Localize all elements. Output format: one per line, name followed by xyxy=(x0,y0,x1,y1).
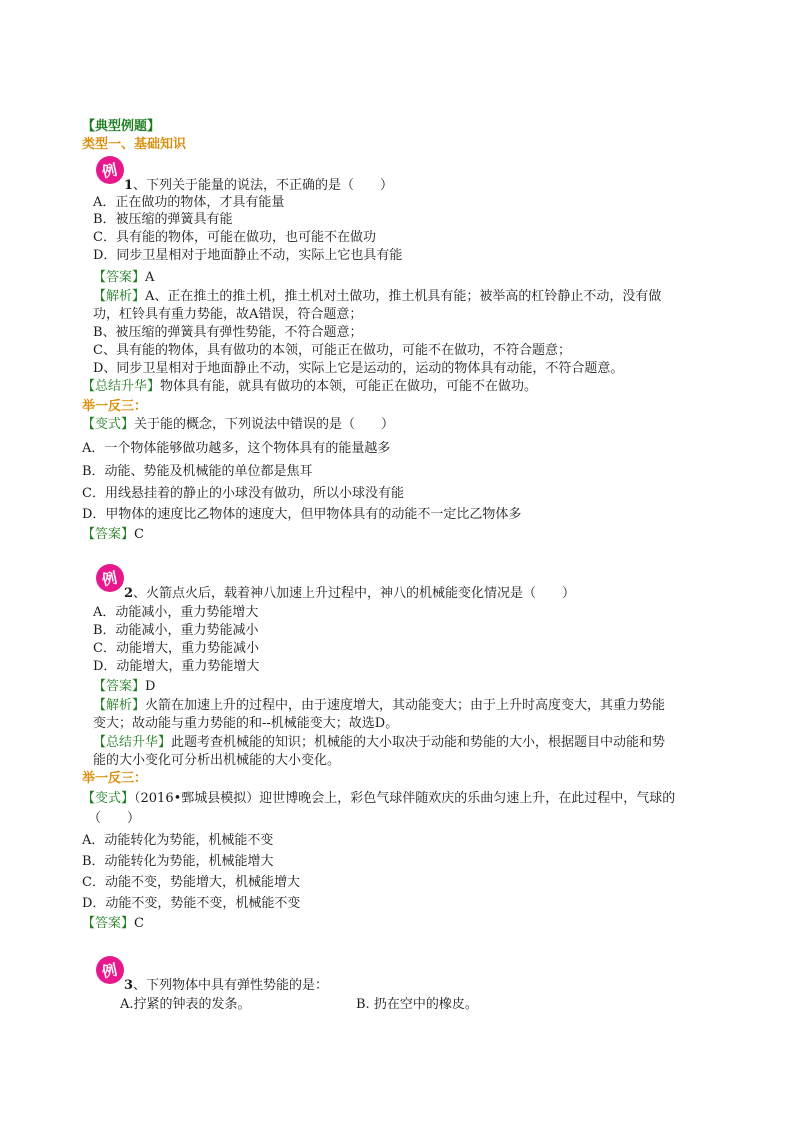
q2-analysis-line: 【解析】火箭在加速上升的过程中，由于速度增大，其动能变大；由于上升时高度变大，其重力势能 xyxy=(93,698,666,713)
example-badge-icon: 例 xyxy=(96,564,124,592)
q1-option-a: A．正在做功的物体，才具有能量 xyxy=(93,195,285,210)
q2-option-c: C．动能增大，重力势能减小 xyxy=(93,641,259,656)
v2-option-c: C．动能不变，势能增大，机械能增大 xyxy=(82,875,300,890)
v2-option-a: A．动能转化为势能，机械能不变 xyxy=(82,833,274,848)
type-heading: 类型一、基础知识 xyxy=(82,137,187,152)
q3-option-b: B. 扔在空中的橡皮。 xyxy=(356,997,478,1012)
q1-option-c: C．具有能的物体，可能在做功，也可能不在做功 xyxy=(93,230,376,245)
v1-option-a: A．一个物体能够做功越多，这个物体具有的能量越多 xyxy=(82,441,391,456)
q1-summary: 【总结升华】物体具有能，就具有做功的本领，可能正在做功，可能不在做功。 xyxy=(82,379,538,394)
example-badge-icon: 例 xyxy=(96,956,124,984)
question-2-stem: 2、火箭点火后，载着神八加速上升过程中，神八的机械能变化情况是（ ） xyxy=(124,586,576,601)
q1-analysis-line: D、同步卫星相对于地面静止不动，实际上它是运动的，运动的物体具有动能，不符合题意。 xyxy=(93,361,624,376)
section-title: 【典型例题】 xyxy=(82,119,161,134)
variant-heading: 举一反三： xyxy=(82,399,148,414)
v2-option-b: B．动能转化为势能，机械能增大 xyxy=(82,854,274,869)
q1-answer: 【答案】A xyxy=(93,270,155,285)
variant-2-stem: 【变式】（2016•鄄城县模拟）迎世博晚会上，彩色气球伴随欢庆的乐曲匀速上升，在此过程中，气球的 xyxy=(82,791,676,806)
example-badge-icon: 例 xyxy=(96,156,124,184)
question-1-stem: 1、下列关于能量的说法，不正确的是（ ） xyxy=(124,178,394,193)
q1-analysis-line: B、被压缩的弹簧具有弹性势能，不符合题意； xyxy=(93,325,363,340)
q2-option-b: B．动能减小，重力势能减小 xyxy=(93,623,259,638)
q3-option-a: A.拧紧的钟表的发条。 xyxy=(120,997,251,1012)
q1-analysis-line: C、具有能的物体，具有做功的本领，可能正在做功，可能不在做功，不符合题意； xyxy=(93,343,571,358)
q2-option-a: A．动能减小，重力势能增大 xyxy=(93,605,259,620)
v2-answer: 【答案】C xyxy=(82,916,144,931)
q1-analysis-line: 【解析】A、正在推土的推土机，推土机对土做功，推土机具有能；被举高的杠铃静止不动，没有做 xyxy=(93,289,662,304)
q2-summary: 【总结升华】此题考查机械能的知识；机械能的大小取决于动能和势能的大小，根据题目中动能和势 xyxy=(93,735,666,750)
v1-option-d: D．甲物体的速度比乙物体的速度大，但甲物体具有的动能不一定比乙物体多 xyxy=(82,507,522,522)
v1-answer: 【答案】C xyxy=(82,527,144,542)
variant-2-stem-bracket: （ ） xyxy=(88,811,141,826)
q1-option-b: B．被压缩的弹簧具有能 xyxy=(93,212,233,227)
q2-answer: 【答案】D xyxy=(93,679,156,694)
question-3-stem: 3、下列物体中具有弹性势能的是： xyxy=(124,978,329,993)
v2-option-d: D．动能不变，势能不变，机械能不变 xyxy=(82,896,301,911)
q2-analysis-line: 变大；故动能与重力势能的和--机械能变大；故选D。 xyxy=(93,716,399,731)
v1-option-b: B．动能、势能及机械能的单位都是焦耳 xyxy=(82,464,313,479)
variant-1-stem: 【变式】关于能的概念，下列说法中错误的是（ ） xyxy=(82,417,395,432)
q1-analysis-line: 功，杠铃具有重力势能，故A错误，符合题意； xyxy=(93,307,363,322)
q1-option-d: D．同步卫星相对于地面静止不动，实际上它也具有能 xyxy=(93,248,403,263)
variant-heading: 举一反三： xyxy=(82,771,148,786)
q2-summary-line: 能的大小变化可分析出机械能的大小变化。 xyxy=(93,753,341,768)
q2-option-d: D．动能增大，重力势能增大 xyxy=(93,659,260,674)
v1-option-c: C．用线悬挂着的静止的小球没有做功，所以小球没有能 xyxy=(82,486,404,501)
